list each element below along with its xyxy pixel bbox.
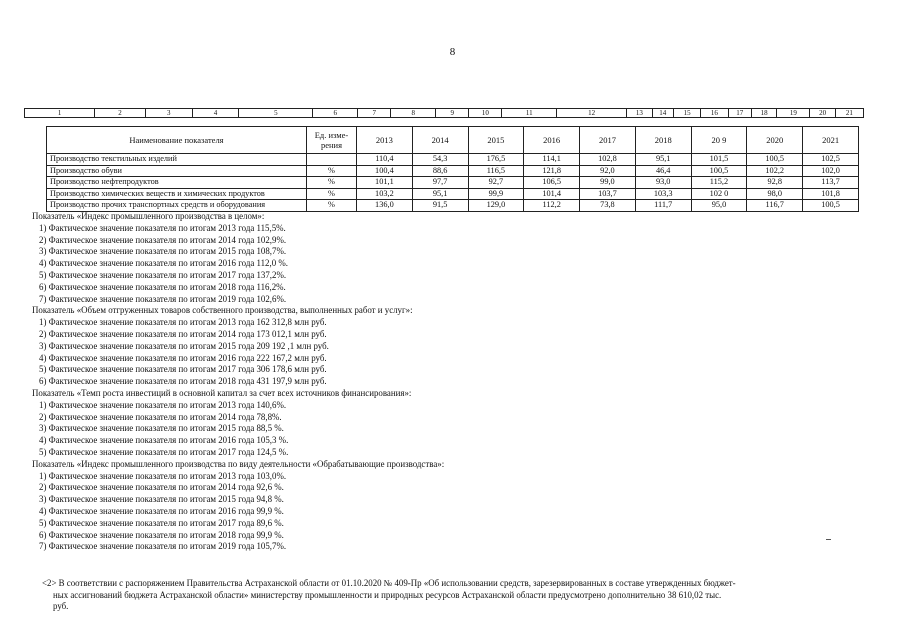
column-number: 7 bbox=[358, 109, 391, 117]
row-value: 103,7 bbox=[580, 188, 636, 200]
row-value: 121,8 bbox=[524, 165, 580, 177]
row-value: 111,7 bbox=[635, 200, 691, 212]
table-header-row bbox=[47, 127, 859, 154]
section-item: 4) Фактическое значение показателя по итогам 2016 года 112,0 %. bbox=[39, 258, 288, 269]
footnote-line: <2> В соответствии с распоряжением Правительства Астраханской области от 01.10.2020 № 409-Пр «Об использовании средств, зарезервированных в составе утвержденных бюджет- bbox=[42, 578, 736, 588]
section-item: 1) Фактическое значение показателя по итогам 2013 года 140,6%. bbox=[39, 399, 287, 410]
row-name: Производство прочих транспортных средств и оборудования bbox=[47, 200, 307, 212]
column-number: 14 bbox=[653, 109, 674, 117]
row-value: 46,4 bbox=[635, 165, 691, 177]
header-year: 2017 bbox=[580, 127, 636, 154]
row-value: 100,5 bbox=[691, 165, 747, 177]
row-value: 100,5 bbox=[747, 154, 803, 166]
section-item: 1) Фактическое значение показателя по итогам 2013 года 103,0%. bbox=[39, 470, 287, 481]
section-item: 2) Фактическое значение показателя по итогам 2014 года 78,8%. bbox=[39, 411, 282, 422]
row-value: 101,1 bbox=[357, 177, 413, 189]
section-heading: Показатель «Объем отгруженных товаров собственного производства, выполненных работ и услуг»: bbox=[32, 305, 413, 316]
row-value: 97,7 bbox=[412, 177, 468, 189]
footnote-line: руб. bbox=[53, 601, 69, 612]
header-year: 2021 bbox=[803, 127, 859, 154]
page-number: 8 bbox=[449, 46, 456, 58]
table-row bbox=[47, 154, 859, 166]
header-name: Наименование показателя bbox=[47, 127, 307, 154]
table-row bbox=[47, 165, 859, 177]
header-year: 2014 bbox=[412, 127, 468, 154]
section-item: 6) Фактическое значение показателя по итогам 2018 года 99,9 %. bbox=[39, 529, 284, 540]
row-value: 136,0 bbox=[357, 200, 413, 212]
row-value: 110,4 bbox=[357, 154, 413, 166]
row-value: 112,2 bbox=[524, 200, 580, 212]
section-item: 7) Фактическое значение показателя по итогам 2019 года 102,6%. bbox=[39, 293, 287, 304]
column-number: 6 bbox=[313, 109, 358, 117]
row-value: 102,8 bbox=[580, 154, 636, 166]
header-year: 2016 bbox=[524, 127, 580, 154]
row-value: 103,3 bbox=[635, 188, 691, 200]
section-item: 5) Фактическое значение показателя по итогам 2017 года 89,6 %. bbox=[39, 517, 284, 528]
header-year: 2013 bbox=[357, 127, 413, 154]
row-name: Производство нефтепродуктов bbox=[47, 177, 307, 189]
indicator-table bbox=[46, 126, 859, 212]
section-item: 4) Фактическое значение показателя по итогам 2016 года 105,3 %. bbox=[39, 435, 289, 446]
row-value: 92,7 bbox=[468, 177, 524, 189]
section-item: 3) Фактическое значение показателя по итогам 2015 года 94,8 %. bbox=[39, 494, 284, 505]
section-heading: Показатель «Индекс промышленного производства в целом»: bbox=[32, 211, 265, 221]
section-item: 3) Фактическое значение показателя по итогам 2015 года 108,7%. bbox=[39, 246, 287, 257]
column-number: 1 bbox=[25, 109, 95, 117]
section-heading: Показатель «Индекс промышленного производства по виду деятельности «Обрабатывающие производства»: bbox=[32, 458, 445, 469]
table-row bbox=[47, 200, 859, 212]
row-value: 98,0 bbox=[747, 188, 803, 200]
header-year: 2018 bbox=[635, 127, 691, 154]
section-item: 1) Фактическое значение показателя по итогам 2013 года 162 312,8 млн руб. bbox=[39, 317, 327, 328]
header-year: 2020 bbox=[747, 127, 803, 154]
section-heading: Показатель «Темп роста инвестиций в основной капитал за счет всех источников финансирования»: bbox=[32, 387, 412, 398]
section-item: 4) Фактическое значение показателя по итогам 2016 года 99,9 %. bbox=[39, 505, 284, 516]
section-item: 3) Фактическое значение показателя по итогам 2015 года 209 192 ,1 млн руб. bbox=[39, 340, 329, 351]
row-unit bbox=[307, 154, 357, 166]
row-value: 99,9 bbox=[468, 188, 524, 200]
section-item: 6) Фактическое значение показателя по итогам 2018 года 116,2%. bbox=[39, 281, 286, 292]
header-year: 20 9 bbox=[691, 127, 747, 154]
row-value: 99,0 bbox=[580, 177, 636, 189]
column-number: 17 bbox=[729, 109, 752, 117]
column-number: 16 bbox=[701, 109, 728, 117]
header-year: 2015 bbox=[468, 127, 524, 154]
row-name: Производство обуви bbox=[47, 165, 307, 177]
row-unit: % bbox=[307, 188, 357, 200]
column-number: 15 bbox=[674, 109, 701, 117]
row-value: 113,7 bbox=[803, 177, 859, 189]
column-number-row bbox=[24, 108, 864, 118]
row-value: 54,3 bbox=[412, 154, 468, 166]
row-value: 91,5 bbox=[412, 200, 468, 212]
row-value: 103,2 bbox=[357, 188, 413, 200]
section-item: 2) Фактическое значение показателя по итогам 2014 года 92,6 %. bbox=[39, 482, 284, 493]
column-number: 5 bbox=[239, 109, 313, 117]
row-value: 100,5 bbox=[803, 200, 859, 212]
footnote-line: ных ассигнований бюджета Астраханской области» министерству промышленности и природных ресурсов Астраханской области предусмотрено дополнительно 38 610,02 тыс. bbox=[53, 589, 722, 600]
footnote bbox=[40, 578, 870, 613]
row-value: 116,5 bbox=[468, 165, 524, 177]
row-value: 92,0 bbox=[580, 165, 636, 177]
table-row bbox=[47, 177, 859, 189]
column-number: 4 bbox=[193, 109, 240, 117]
row-name: Производство химических веществ и химических продуктов bbox=[47, 188, 307, 200]
row-value: 129,0 bbox=[468, 200, 524, 212]
row-value: 100,4 bbox=[357, 165, 413, 177]
section-item: 5) Фактическое значение показателя по итогам 2017 года 306 178,6 млн руб. bbox=[39, 364, 327, 375]
section-item: 5) Фактическое значение показателя по итогам 2017 года 124,5 %. bbox=[39, 446, 289, 457]
section-item: 7) Фактическое значение показателя по итогам 2019 года 105,7%. bbox=[39, 541, 287, 552]
column-number: 3 bbox=[146, 109, 193, 117]
row-name: Производство текстильных изделий bbox=[47, 154, 307, 166]
row-value: 88,6 bbox=[412, 165, 468, 177]
row-value: 92,8 bbox=[747, 177, 803, 189]
row-value: 106,5 bbox=[524, 177, 580, 189]
column-number: 18 bbox=[752, 109, 777, 117]
row-value: 101,5 bbox=[691, 154, 747, 166]
row-value: 95,1 bbox=[412, 188, 468, 200]
column-number: 21 bbox=[845, 109, 853, 117]
row-value: 95,1 bbox=[635, 154, 691, 166]
section-item: 4) Фактическое значение показателя по итогам 2016 года 222 167,2 млн руб. bbox=[39, 352, 327, 363]
row-value: 93,0 bbox=[635, 177, 691, 189]
row-unit: % bbox=[307, 200, 357, 212]
row-value: 102,5 bbox=[803, 154, 859, 166]
section-item: 3) Фактическое значение показателя по итогам 2015 года 88,5 %. bbox=[39, 423, 284, 434]
column-number: 12 bbox=[557, 109, 627, 117]
column-number: 19 bbox=[777, 109, 810, 117]
stray-mark bbox=[826, 539, 831, 540]
column-number: 13 bbox=[627, 109, 652, 117]
indicator-text bbox=[32, 211, 872, 553]
table-row bbox=[47, 188, 859, 200]
row-unit: % bbox=[307, 177, 357, 189]
row-value: 73,8 bbox=[580, 200, 636, 212]
column-number: 20 bbox=[810, 109, 835, 117]
header-unit: Ед. изме-рения bbox=[307, 127, 357, 154]
row-value: 176,5 bbox=[468, 154, 524, 166]
row-value: 101,4 bbox=[524, 188, 580, 200]
row-unit: % bbox=[307, 165, 357, 177]
row-value: 116,7 bbox=[747, 200, 803, 212]
section-item: 1) Фактическое значение показателя по итогам 2013 года 115,5%. bbox=[39, 222, 286, 233]
row-value: 102 0 bbox=[691, 188, 747, 200]
column-number: 10 bbox=[469, 109, 502, 117]
row-value: 115,2 bbox=[691, 177, 747, 189]
column-number: 11 bbox=[502, 109, 557, 117]
row-value: 95,0 bbox=[691, 200, 747, 212]
column-number: 2 bbox=[95, 109, 146, 117]
row-value: 101,8 bbox=[803, 188, 859, 200]
row-value: 102,0 bbox=[803, 165, 859, 177]
section-item: 2) Фактическое значение показателя по итогам 2014 года 102,9%. bbox=[39, 234, 287, 245]
column-number: 8 bbox=[391, 109, 436, 117]
section-item: 5) Фактическое значение показателя по итогам 2017 года 137,2%. bbox=[39, 269, 287, 280]
row-value: 114,1 bbox=[524, 154, 580, 166]
column-number: 9 bbox=[436, 109, 469, 117]
section-item: 6) Фактическое значение показателя по итогам 2018 года 431 197,9 млн руб. bbox=[39, 376, 327, 387]
section-item: 2) Фактическое значение показателя по итогам 2014 года 173 012,1 млн руб. bbox=[39, 328, 327, 339]
row-value: 102,2 bbox=[747, 165, 803, 177]
